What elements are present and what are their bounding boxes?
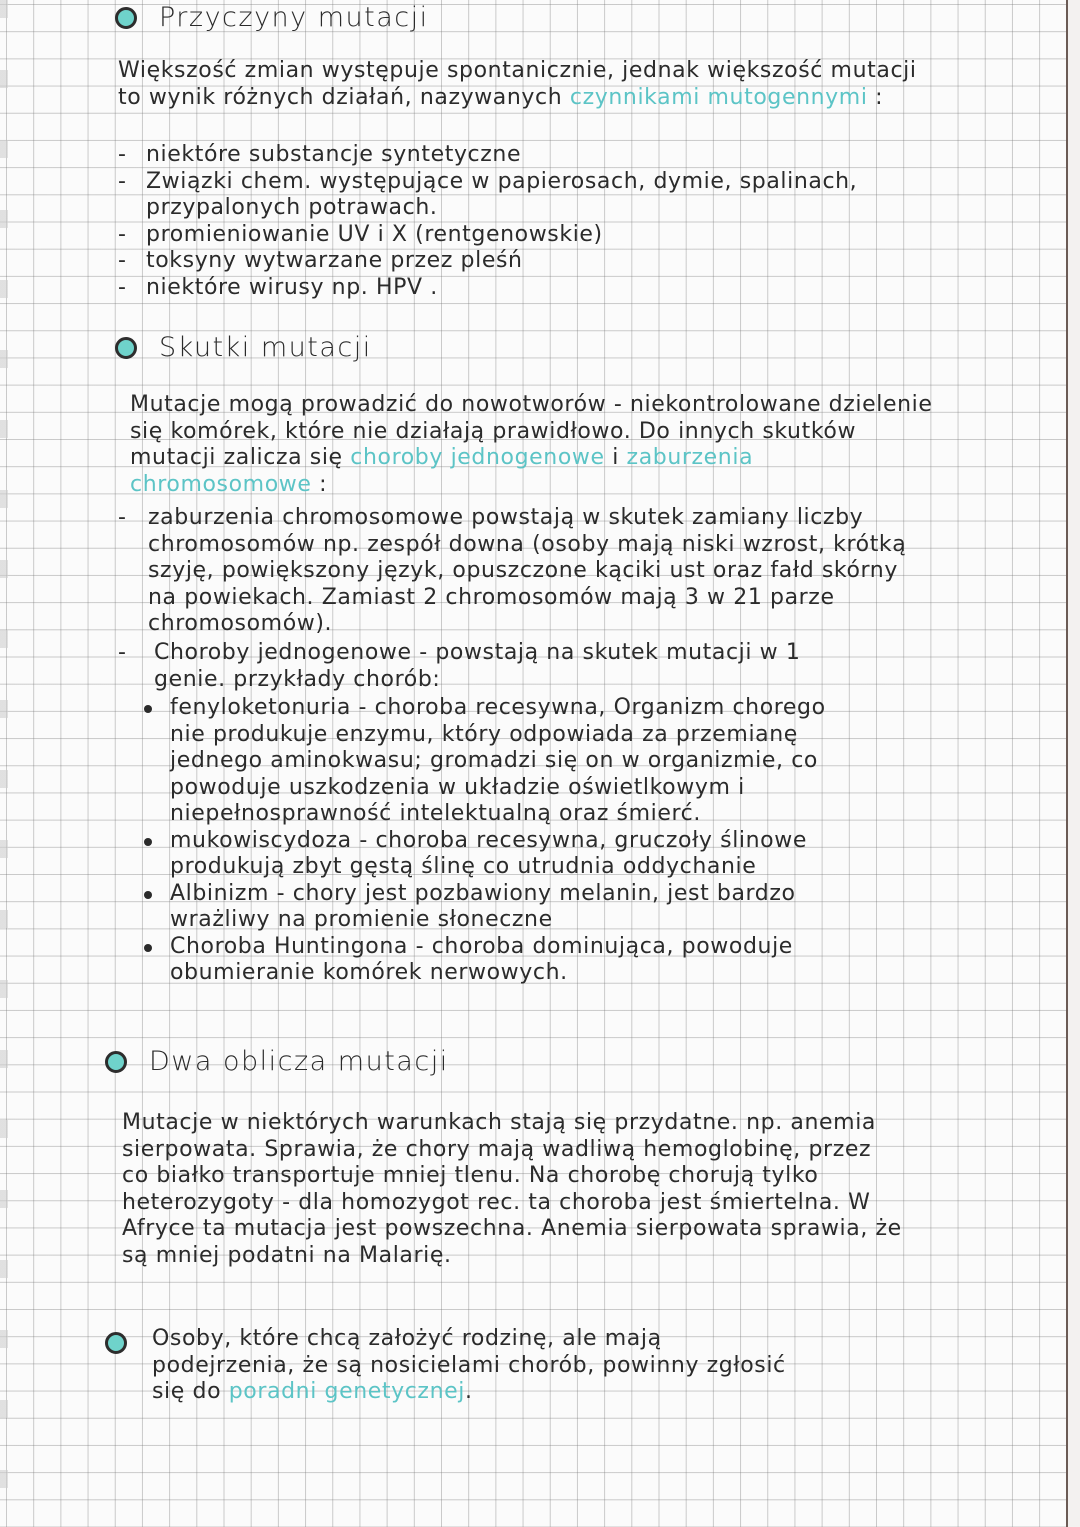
causes-intro: Większość zmian występuje spontanicznie, jednak większość mutacji to wynik różnych działań, nazywanych czynnikami mutogennymi : [118, 58, 917, 110]
list-item: - Związki chem. występujące w papierosach, dymie, spalinach, [118, 168, 858, 194]
monogenic-list [118, 640, 878, 693]
bullet-circle-icon [115, 337, 137, 359]
bullet-dot-icon [144, 944, 152, 952]
list-item-monogenic: - Choroby jednogenowe - powstają na skutek mutacji w 1 genie. przykłady chorób: [118, 640, 801, 692]
list-item: - niektóre substancje syntetyczne [118, 142, 522, 167]
bullet-dot-icon [144, 891, 152, 899]
section-counseling-bullet [105, 1332, 127, 1354]
section-effects-heading [115, 332, 372, 363]
two-faces-text: Mutacje w niektórych warunkach stają się przydatne. np. anemia sierpowata. Sprawia, że chory mają wadliwą hemoglobinę, przez co białko transportuje mniej tlenu. Na chorobę chorują tylko heterozygoty - dla homozygot rec. ta choroba jest śmiertelna. W Afryce ta mutacja jest powszechna. Anemia sierpowata sprawia, że są mniej podatni na Malarię. [122, 1110, 902, 1268]
effects-intro: Mutacje mogą prowadzić do nowotworów - niekontrolowane dzielenie się komórek, które nie działają prawidłowo. Do innych skutków mutacji zalicza się choroby jednogenowe i zaburzenia chromosomowe : [130, 392, 933, 497]
highlight-term: choroby jednogenowe [350, 445, 605, 470]
list-item: - toksyny wytwarzane przez pleśń [118, 248, 523, 273]
disease-list [140, 695, 860, 987]
disease-item: Choroba Huntingona - choroba dominująca, powoduje obumieranie komórek nerwowych. [140, 934, 860, 987]
disease-item: fenyloketonuria - choroba recesywna, Organizm chorego nie produkuje enzymu, który odpowiada za przemianę jednego aminokwasu; gromadzi się on w organizmie, co powoduje uszkodzenia w układzie oświetlkowym i niepełnosprawność intelektualną oraz śmierć. [140, 695, 860, 828]
page-margin [1068, 0, 1080, 1527]
list-item-chromosomal: - zaburzenia chromosomowe powstają w skutek zamiany liczby chromosomów np. zespół downa (osoby mają niski wzrost, krótką szyję, powiększony język, opuszczone kąciki ust oraz fałd skórny na powiekach. Zamiast 2 chromosomów mają 3 w 21 parze chromosomów). [118, 505, 907, 636]
bullet-circle-icon [115, 7, 137, 29]
notebook-binding-holes [0, 0, 8, 1527]
section-causes-heading [115, 2, 429, 33]
bullet-dot-icon [144, 705, 152, 713]
bullet-circle-icon [105, 1332, 127, 1354]
list-item: - promieniowanie UV i X (rentgenowskie) [118, 221, 603, 247]
heading-text: Skutki mutacji [159, 332, 372, 363]
heading-text: Przyczyny mutacji [159, 2, 429, 33]
causes-list [118, 142, 968, 301]
bullet-dot-icon [144, 838, 152, 846]
list-item: - niektóre wirusy np. HPV . [118, 274, 438, 300]
disease-item: mukowiscydoza - choroba recesywna, gruczoły ślinowe produkują zbyt gęstą ślinę co utrudnia oddychanie [140, 828, 860, 881]
section-two-faces-heading [105, 1046, 449, 1077]
disease-item: Albinizm - chory jest pozbawiony melanin, jest bardzo wrażliwy na promienie słoneczne [140, 881, 860, 934]
page-edge [1066, 0, 1068, 1527]
effects-list [118, 505, 918, 638]
list-item-continuation: przypalonych potrawach. [146, 195, 438, 220]
bullet-circle-icon [105, 1051, 127, 1073]
heading-text: Dwa oblicza mutacji [149, 1046, 449, 1077]
highlight-term: poradni genetycznej [228, 1379, 465, 1404]
highlight-term: czynnikami mutogennymi [569, 84, 868, 110]
counseling-text: Osoby, które chcą założyć rodzinę, ale mają podejrzenia, że są nosicielami chorób, powinny zgłosić się do poradni genetycznej. [152, 1326, 786, 1404]
highlight-term: zaburzenia chromosomowe [130, 445, 754, 497]
